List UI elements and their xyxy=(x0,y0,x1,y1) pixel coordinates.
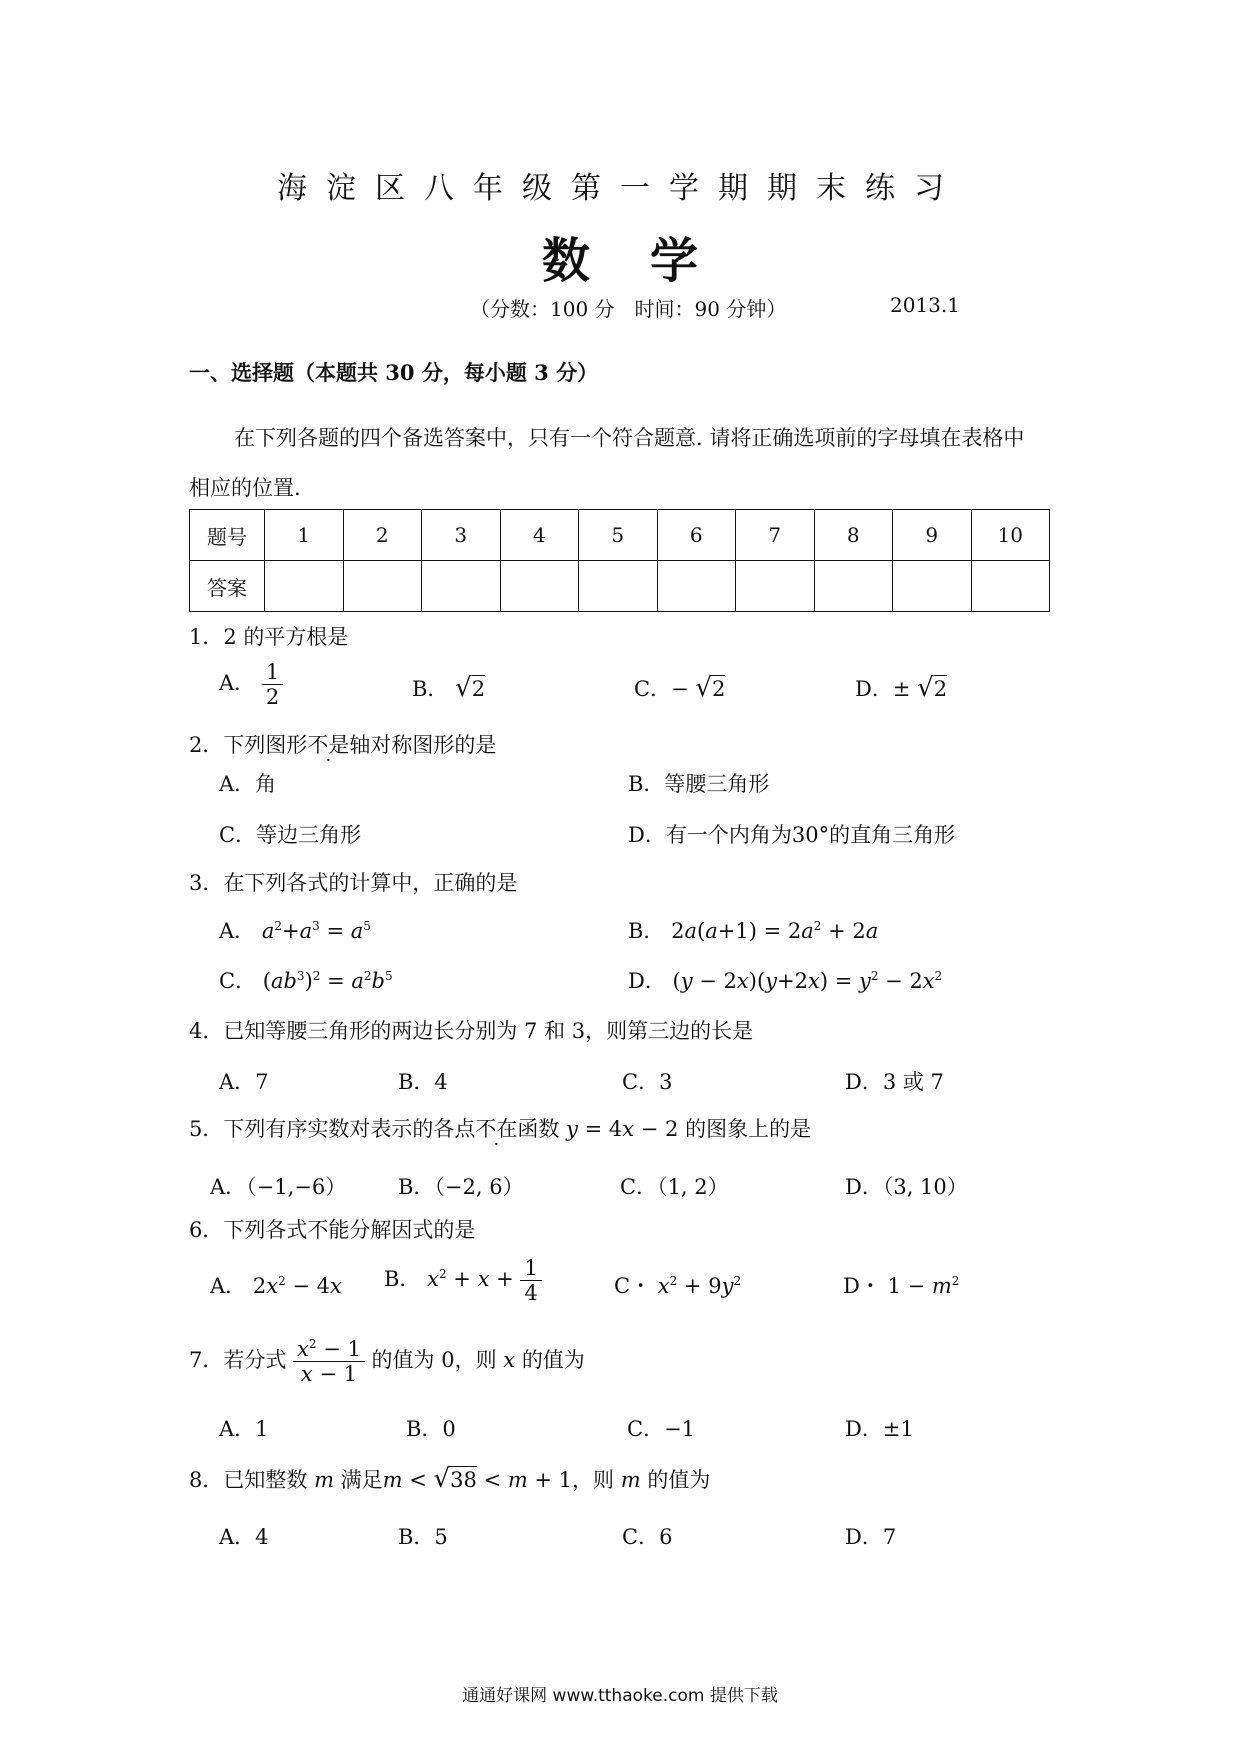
question-8-stem: 8．已知整数 m 满足m < √38 < m + 1，则 m 的值为 xyxy=(189,1464,711,1494)
q8-option-b: B．5 xyxy=(398,1525,448,1549)
table-header-cell: 答案 xyxy=(190,561,265,612)
question-number-cell: 8 xyxy=(814,510,893,561)
question-number-cell: 7 xyxy=(736,510,815,561)
subject-title: 数学 xyxy=(541,233,758,289)
q4-option-a: A．7 xyxy=(219,1070,269,1094)
answer-cell[interactable] xyxy=(736,561,815,612)
question-1-stem: 1．2 的平方根是 xyxy=(189,625,349,649)
answer-cell[interactable] xyxy=(814,561,893,612)
q6-option-a: A． $2x^2 - 4x$ xyxy=(210,1274,342,1298)
question-5-stem: 5．下列有序实数对表示的各点不在函数 y = 4x − 2 的图象上的是 xyxy=(189,1117,812,1141)
emphasis-text: 不是 xyxy=(307,733,350,757)
square-root: √2 xyxy=(917,673,948,703)
q3-option-b: B． $2a(a+1) = 2a^2 + 2a$ xyxy=(628,919,879,943)
answer-cell[interactable] xyxy=(971,561,1050,612)
question-2-stem: 2．下列图形不是轴对称图形的是 xyxy=(189,733,497,757)
q5-option-c: C．（1, 2） xyxy=(620,1175,729,1199)
exam-title: 海淀区八年级第一学期期末练习 xyxy=(277,171,963,206)
q8-option-d: D．7 xyxy=(845,1525,897,1549)
q8-option-c: C．6 xyxy=(622,1525,673,1549)
q7-option-c: C．−1 xyxy=(627,1417,696,1441)
q1-option-c: C．− √2 xyxy=(634,673,726,703)
q7-option-a: A．1 xyxy=(219,1417,269,1441)
question-3-stem: 3．在下列各式的计算中，正确的是 xyxy=(189,871,518,895)
square-root: √2 xyxy=(455,673,486,703)
q2-option-c: C．等边三角形 xyxy=(219,823,362,847)
q5-option-b: B．（−2, 6） xyxy=(398,1175,524,1199)
question-number-cell: 9 xyxy=(893,510,972,561)
instruction-line-1: 在下列各题的四个备选答案中，只有一个符合题意. 请将正确选项前的字母填在表格中 xyxy=(234,426,1025,450)
question-number-cell: 1 xyxy=(265,510,344,561)
exam-date: 2013.1 xyxy=(890,293,960,317)
question-number-cell: 6 xyxy=(657,510,736,561)
answer-cell[interactable] xyxy=(265,561,344,612)
q2-option-a: A．角 xyxy=(219,772,277,796)
question-4-stem: 4．已知等腰三角形的两边长分别为 7 和 3，则第三边的长是 xyxy=(189,1019,754,1043)
q1-option-a: A． $\frac{1}{2}$ xyxy=(219,660,283,709)
answer-cell[interactable] xyxy=(343,561,422,612)
table-header-cell: 题号 xyxy=(190,510,265,561)
answer-cell[interactable] xyxy=(579,561,658,612)
fraction: $\frac{1}{2}$ xyxy=(262,660,283,709)
q4-option-c: C．3 xyxy=(622,1070,673,1094)
question-number-cell: 10 xyxy=(971,510,1050,561)
square-root: √38 xyxy=(433,1464,477,1494)
answer-cell[interactable] xyxy=(893,561,972,612)
question-number-cell: 2 xyxy=(343,510,422,561)
question-6-stem: 6．下列各式不能分解因式的是 xyxy=(189,1218,476,1242)
q8-option-a: A．4 xyxy=(219,1525,269,1549)
q1-option-b: B． √2 xyxy=(412,673,486,703)
q3-option-d: D． $(y - 2x)(y+2x) = y^2 - 2x^2$ xyxy=(628,969,943,993)
q6-option-c: C・ $x^2 + 9y^2$ xyxy=(614,1274,742,1298)
answer-cell[interactable] xyxy=(422,561,501,612)
q6-option-d: D・ $1 - m^2$ xyxy=(843,1274,960,1298)
q3-option-a: A． $a^2+a^3 = a^5$ xyxy=(219,919,371,943)
q6-option-b: B． $x^2 + x$ + $\frac{1}{4}$ xyxy=(384,1256,542,1305)
question-number-cell: 5 xyxy=(579,510,658,561)
square-root: √2 xyxy=(695,673,726,703)
q2-option-d: D．有一个内角为30°的直角三角形 xyxy=(628,823,956,847)
q4-option-d: D．3 或 7 xyxy=(845,1070,944,1094)
score-time: （分数：100 分 时间：90 分钟） xyxy=(470,297,787,321)
answer-cell[interactable] xyxy=(500,561,579,612)
q5-option-a: A．（−1,−6） xyxy=(210,1175,347,1199)
answer-cell[interactable] xyxy=(657,561,736,612)
emphasis-text: 不在 xyxy=(475,1117,518,1141)
question-7-stem: 7．若分式 $\frac{x^2 - 1}{x - 1}$ 的值为 0，则 x 的值为 xyxy=(189,1337,585,1387)
q3-option-c: C． $(ab^3)^2 = a^2b^5$ xyxy=(219,969,393,993)
q1-option-d: D．± √2 xyxy=(855,673,948,703)
q2-option-b: B．等腰三角形 xyxy=(628,772,770,796)
answer-table xyxy=(189,509,1050,612)
table-row xyxy=(190,510,1050,561)
instruction-line-2: 相应的位置. xyxy=(189,476,301,500)
table-row xyxy=(190,561,1050,612)
section-heading: 一、选择题（本题共 30 分，每小题 3 分） xyxy=(189,360,599,385)
fraction: $\frac{1}{4}$ xyxy=(520,1256,541,1305)
footer-watermark: 通通好课网 www.tthaoke.com 提供下载 xyxy=(462,1686,778,1706)
question-number-cell: 3 xyxy=(422,510,501,561)
question-number-cell: 4 xyxy=(500,510,579,561)
fraction: $\frac{x^2 - 1}{x - 1}$ xyxy=(293,1337,365,1386)
q7-option-d: D．±1 xyxy=(845,1417,914,1441)
q4-option-b: B．4 xyxy=(398,1070,448,1094)
q7-option-b: B．0 xyxy=(406,1417,456,1441)
q5-option-d: D．（3, 10） xyxy=(845,1175,968,1199)
